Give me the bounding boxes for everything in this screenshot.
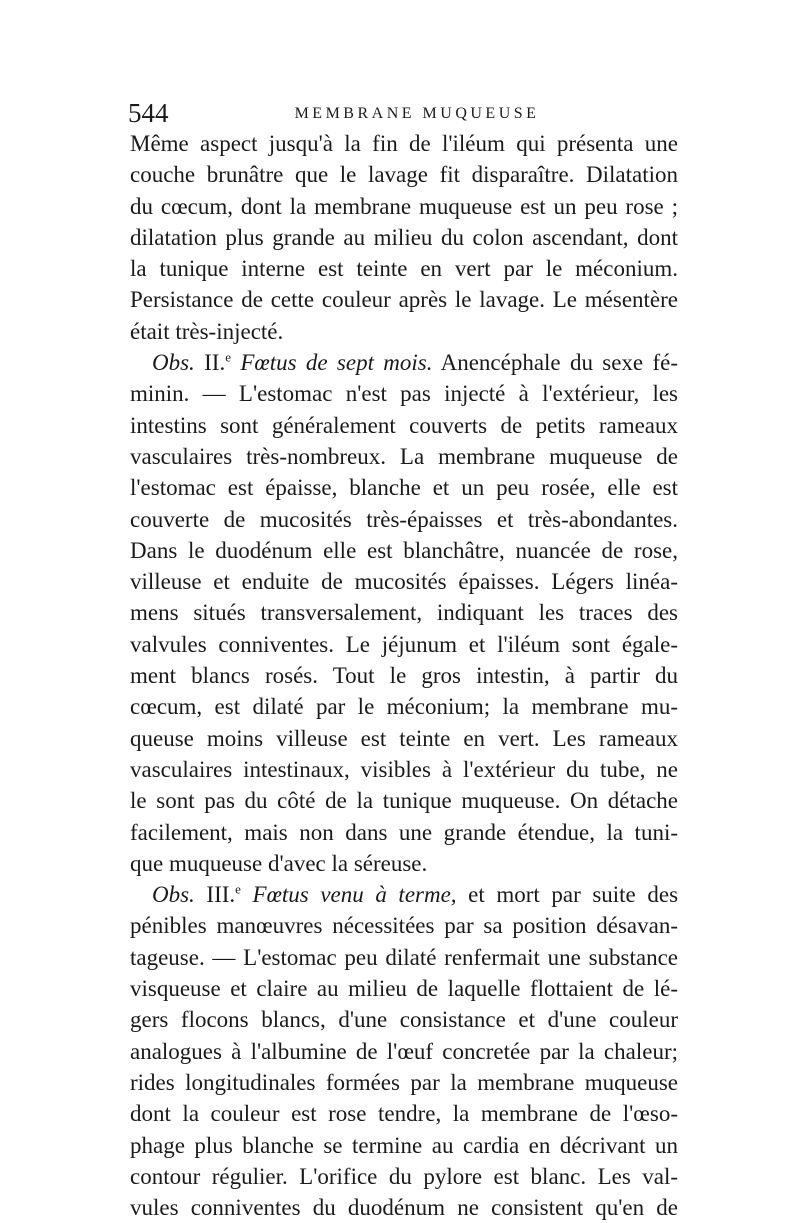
body-text	[130, 128, 678, 1223]
text-line: valvules conniventes. Le jéjunum et l'iléum sont égale-	[130, 631, 678, 657]
text-line: la tunique interne est teinte en vert par le méconium.	[130, 256, 678, 282]
text-line: intestins sont généralement couverts de petits rameaux	[130, 412, 678, 438]
text-line: dilatation plus grande au milieu du colon ascendant, dont	[130, 224, 678, 250]
text-line: tageuse. — L'estomac peu dilaté renfermait une substance	[130, 944, 678, 970]
text-line: phage plus blanche se termine au cardia en décrivant un	[130, 1132, 678, 1158]
text-line: rides longitudinales formées par la membrane muqueuse	[130, 1069, 678, 1095]
text-line: facilement, mais non dans une grande étendue, la tuni-	[130, 819, 678, 845]
page-number: 544	[128, 98, 169, 128]
text-line: pénibles manœuvres nécessitées par sa position désavan-	[130, 913, 678, 939]
text-line: l'estomac est épaisse, blanche et un peu rosée, elle est	[130, 475, 678, 501]
text-line: minin. — L'estomac n'est pas injecté à l'extérieur, les	[130, 381, 678, 407]
obs-title: Fœtus venu à terme,	[252, 882, 457, 908]
page-header	[128, 96, 676, 130]
observation-heading-3	[130, 879, 678, 910]
obs-title: Fœtus de sept mois.	[240, 350, 433, 376]
text-line: que muqueuse d'avec la séreuse.	[130, 850, 428, 876]
text-line: contour régulier. L'orifice du pylore est blanc. Les val-	[130, 1163, 678, 1189]
text-line: visqueuse et claire au milieu de laquelle flottaient de lé-	[130, 976, 678, 1002]
obs-number: III.	[206, 882, 236, 908]
text-line: couverte de mucosités très-épaisses et très-abondantes.	[130, 506, 678, 532]
obs-number-sup: e	[235, 881, 241, 897]
obs-label: Obs.	[152, 882, 195, 908]
text-line: Même aspect jusqu'à la fin de l'iléum qui présenta une	[130, 131, 678, 156]
text-line: queuse moins villeuse est teinte en vert. Les rameaux	[130, 725, 678, 751]
text-line: Persistance de cette couleur après le lavage. Le mésentère	[130, 287, 678, 313]
obs-first-line: et mort par suite des	[468, 882, 678, 908]
text-line: du cœcum, dont la membrane muqueuse est un peu rose ;	[130, 193, 678, 219]
running-title: MEMBRANE MUQUEUSE	[294, 105, 540, 122]
text-line: analogues à l'albumine de l'œuf concretée par la chaleur;	[130, 1038, 678, 1064]
text-line: le sont pas du côté de la tunique muqueuse. On détache	[130, 788, 678, 814]
text-line: vules conniventes du duodénum ne consistent qu'en de	[130, 1195, 678, 1221]
text-line: dont la couleur est rose tendre, la membrane de l'œso-	[130, 1101, 678, 1127]
text-line: vasculaires intestinaux, visibles à l'extérieur du tube, ne	[130, 756, 678, 782]
text-line: couche brunâtre que le lavage fit disparaître. Dilatation	[130, 162, 678, 188]
text-line: mens situés transversalement, indiquant les traces des	[130, 600, 678, 626]
text-line: était très-injecté.	[130, 318, 284, 344]
text-line: vasculaires très-nombreux. La membrane muqueuse de	[130, 443, 678, 469]
text-line: cœcum, est dilaté par le méconium; la membrane mu-	[130, 694, 678, 720]
text-line: Dans le duodénum elle est blanchâtre, nuancée de rose,	[130, 537, 678, 563]
observation-heading-2	[130, 347, 678, 378]
obs-number-sup: e	[225, 349, 231, 365]
obs-label: Obs.	[152, 350, 195, 376]
text-line: villeuse et enduite de mucosités épaisses. Légers linéa-	[130, 569, 678, 595]
obs-number: II.	[204, 350, 226, 376]
obs-first-line: Anencéphale du sexe fé-	[440, 350, 678, 376]
text-line: ment blancs rosés. Tout le gros intestin, à partir du	[130, 663, 678, 689]
text-line: gers flocons blancs, d'une consistance et d'une couleur	[130, 1007, 678, 1033]
